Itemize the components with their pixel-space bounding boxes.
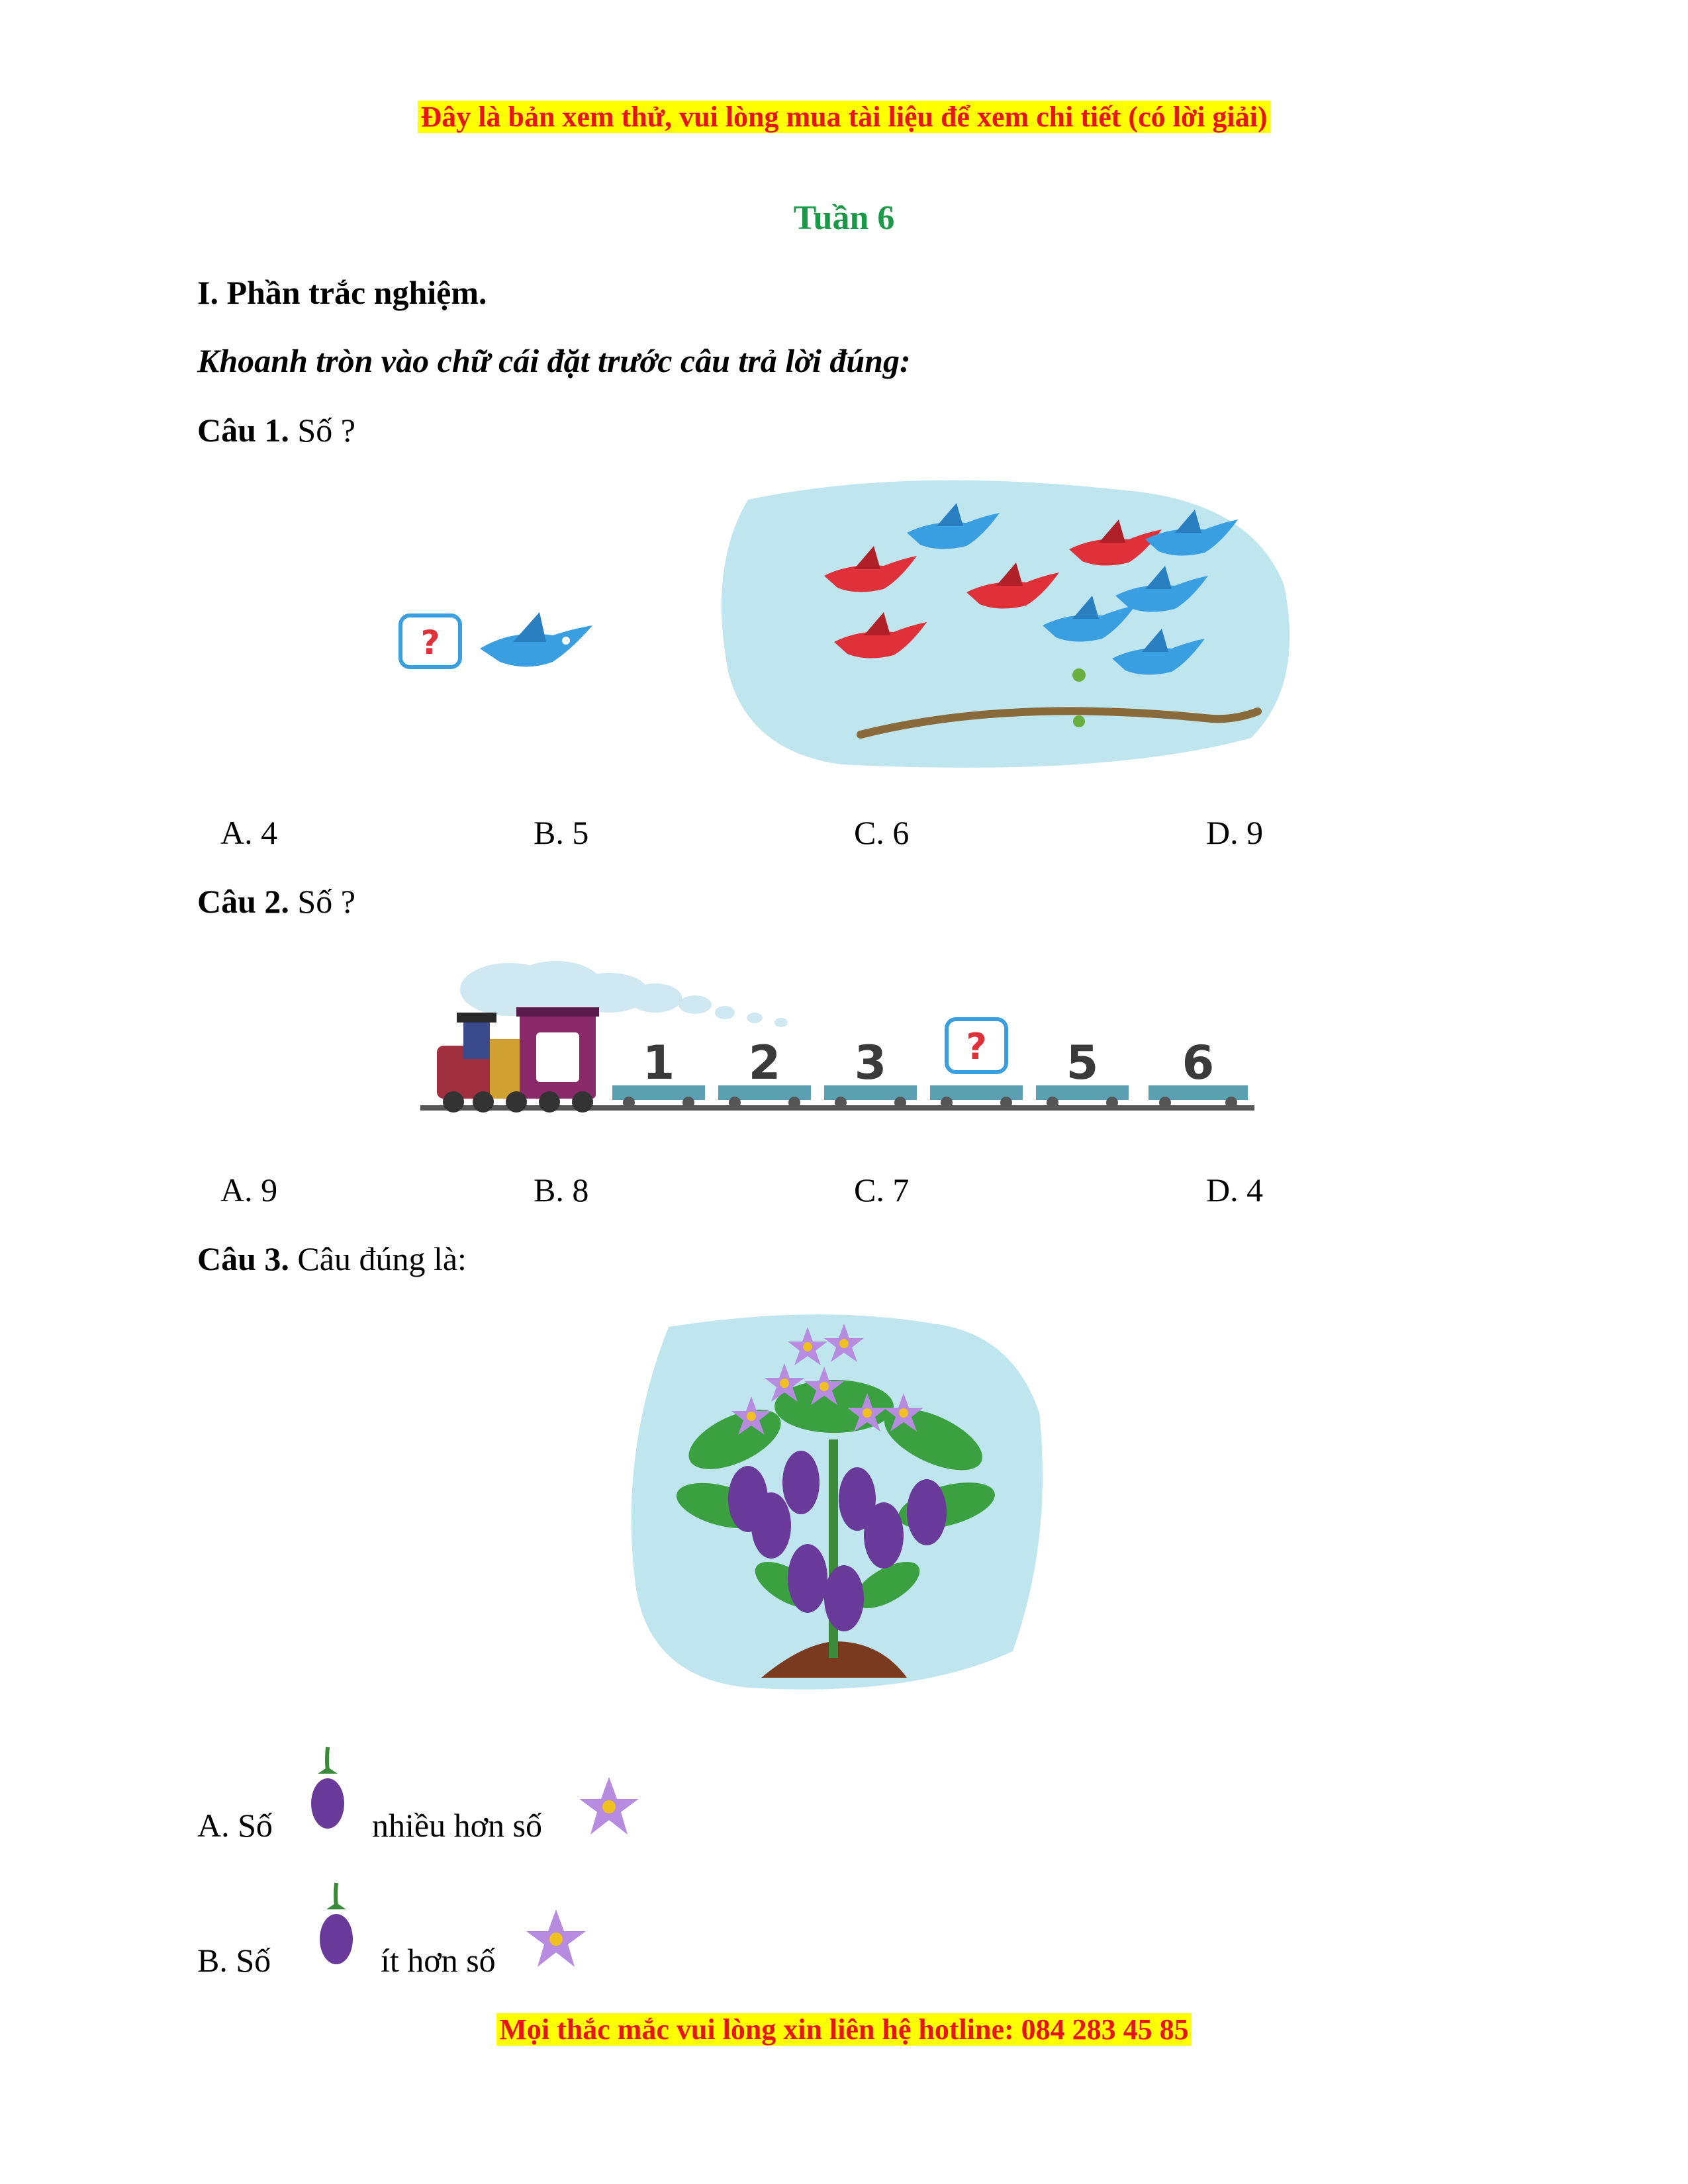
- wagon-number: 3: [854, 1036, 887, 1090]
- question-1-choice-c[interactable]: C. 6: [854, 814, 910, 851]
- section-heading: I. Phần trắc nghiệm.: [197, 274, 487, 311]
- question-2: [197, 882, 355, 921]
- question-2-choice-d[interactable]: D. 4: [1206, 1171, 1264, 1208]
- question-2-prompt: Số ?: [297, 883, 355, 920]
- hotline-notice: Mọi thắc mắc vui lòng xin liên hệ hotline: 084 283 45 85: [496, 2013, 1191, 2046]
- instruction: Khoanh tròn vào chữ cái đặt trước câu trả lời đúng:: [197, 342, 911, 379]
- bird-icon: [480, 612, 592, 667]
- question-2-choice-c[interactable]: C. 7: [854, 1171, 910, 1208]
- eggplant-icon: [864, 1502, 904, 1569]
- wagon-number: 5: [1066, 1036, 1099, 1090]
- wagon: [824, 1036, 917, 1109]
- question-2-train: [417, 953, 1258, 1132]
- question-1: [197, 410, 355, 450]
- wagon: [1149, 1036, 1248, 1109]
- wagon: [612, 1036, 705, 1109]
- question-1-choice-b[interactable]: B. 5: [534, 814, 589, 851]
- question-2-choice-a[interactable]: A. 9: [220, 1171, 278, 1208]
- question-1-choice-a[interactable]: A. 4: [220, 814, 278, 851]
- question-3-option-b-lead[interactable]: B. Số: [197, 1942, 271, 1979]
- question-mark: ?: [420, 623, 440, 662]
- question-2-choice-b[interactable]: B. 8: [534, 1171, 589, 1208]
- question-2-label: Câu 2.: [197, 883, 289, 920]
- page-title: Tuần 6: [793, 199, 895, 237]
- flower-icon: [576, 1774, 642, 1840]
- eggplant-icon: [751, 1492, 791, 1559]
- eggplant-icon: [907, 1479, 947, 1545]
- wagon: [1036, 1036, 1129, 1109]
- question-3: [197, 1239, 467, 1279]
- wagon-question-mark: ?: [966, 1026, 987, 1068]
- train-icon: [437, 1007, 599, 1113]
- eggplant-icon: [316, 1883, 356, 1969]
- eggplant-icon: [782, 1451, 820, 1514]
- question-1-bird-scene: [708, 473, 1304, 771]
- question-1-choice-d[interactable]: D. 9: [1206, 814, 1264, 851]
- wagons: [612, 1019, 1248, 1109]
- wagon-number: 1: [642, 1036, 675, 1090]
- question-1-left-figure: [397, 609, 596, 688]
- question-3-option-b-text: ít hơn số: [381, 1942, 496, 1979]
- scene-background: [722, 480, 1289, 768]
- eggplant-icon: [788, 1544, 827, 1613]
- flower-icon: [523, 1906, 589, 1972]
- question-3-eggplant-scene: [616, 1307, 1066, 1704]
- preview-notice: Đây là bản xem thử, vui lòng mua tài liệu để xem chi tiết (có lời giải): [418, 101, 1270, 133]
- wagon-number: 6: [1182, 1036, 1215, 1090]
- wagon-number: 2: [748, 1036, 781, 1090]
- question-3-label: Câu 3.: [197, 1240, 289, 1277]
- question-3-option-a-lead[interactable]: A. Số: [197, 1807, 273, 1844]
- question-3-option-a-text: nhiều hơn số: [372, 1807, 542, 1844]
- wagon: [930, 1019, 1023, 1109]
- question-1-prompt: Số ?: [297, 412, 355, 449]
- eggplant-icon: [308, 1747, 348, 1833]
- question-3-prompt: Câu đúng là:: [297, 1240, 467, 1277]
- eggplant-icon: [824, 1565, 864, 1631]
- question-1-label: Câu 1.: [197, 412, 289, 449]
- smoke: [460, 961, 788, 1027]
- wagon: [718, 1036, 811, 1109]
